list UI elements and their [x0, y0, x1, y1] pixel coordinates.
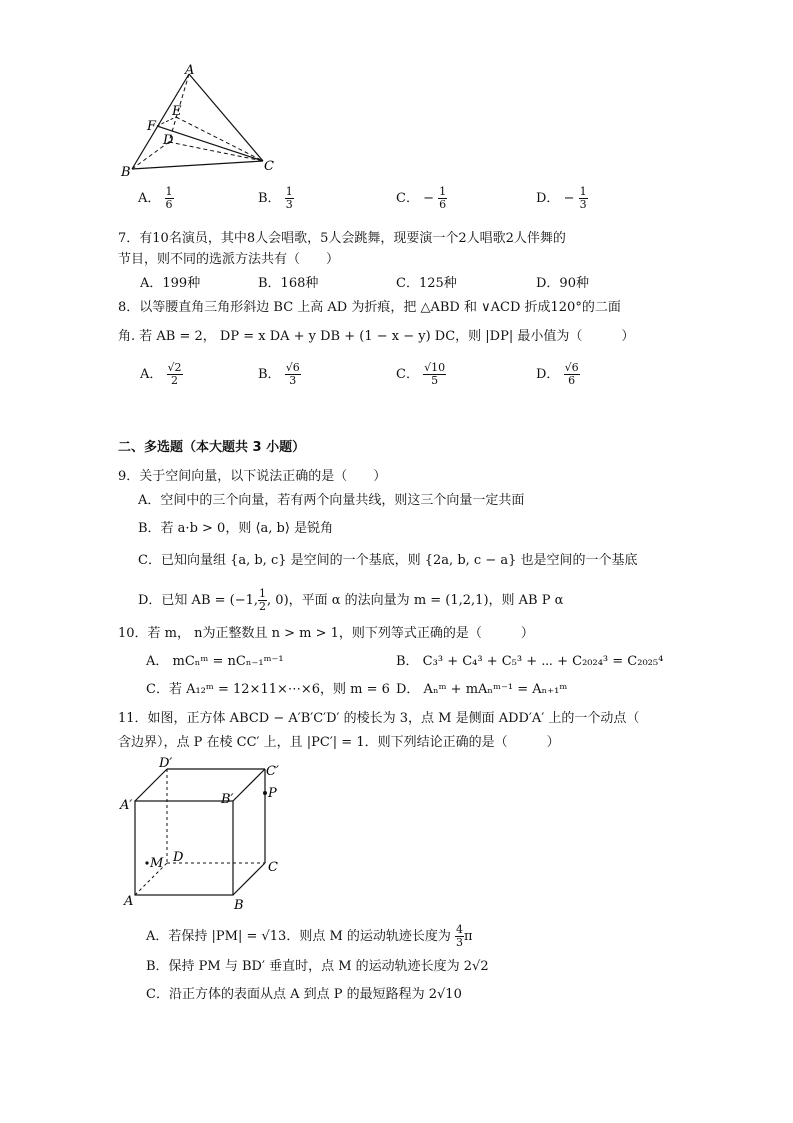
option-letter: A．: [140, 367, 163, 382]
fraction: [564, 362, 580, 387]
label-c-prime: C′: [266, 764, 279, 779]
q7-line-2: 节目，则不同的选派方法共有（ ）: [118, 252, 340, 267]
vector-left-paren: (−1,: [229, 593, 259, 608]
label-c: C: [264, 159, 274, 174]
label-c: C: [268, 860, 278, 875]
numerator: 1: [165, 185, 173, 198]
q11-option-b: B．保持 PM 与 BD′ 垂直时，点 M 的运动轨迹长度为 2√2: [146, 959, 489, 974]
q9-stem: 9．关于空间向量，以下说法正确的是（ ）: [118, 469, 387, 484]
q8-option-c: [396, 362, 446, 387]
label-f: F: [147, 119, 157, 134]
label-d: D: [173, 850, 184, 865]
denominator: 2: [259, 600, 267, 613]
q10-stem: 10．若 m， n为正整数且 n > m > 1，则下列等式正确的是（ ）: [118, 626, 534, 641]
option-letter: B．: [258, 191, 281, 206]
edge-a1d1: [135, 769, 167, 801]
option-a-suffix: π: [464, 929, 473, 944]
denominator: 6: [165, 198, 173, 211]
fraction: [455, 924, 464, 949]
numerator: 1: [439, 185, 447, 198]
label-d: D: [163, 133, 174, 148]
label-a: A: [185, 63, 195, 78]
fraction: [423, 362, 446, 387]
option-letter: C．: [396, 367, 419, 382]
vector-right-paren: , 0): [267, 593, 289, 608]
label-e: E: [172, 104, 182, 119]
label-d-prime: D′: [159, 756, 173, 771]
q10-option-b: B． C₃³ + C₄³ + C₅³ + ⋯ + C₂₀₂₄³ = C₂₀₂₅⁴: [396, 654, 664, 669]
fraction: [165, 186, 174, 211]
point-m: [145, 861, 148, 864]
q7-option-b: B．168种: [258, 276, 319, 291]
numerator: 1: [285, 185, 293, 198]
option-letter: D．: [536, 191, 560, 206]
section-heading: 二、多选题（本大题共 3 小题）: [118, 440, 306, 455]
option-letter: A．: [138, 191, 161, 206]
fraction: [579, 186, 588, 211]
denominator: 3: [289, 374, 297, 387]
q7-line-1: 7．有10名演员，其中8人会唱歌，5人会跳舞，现要演一个2人唱歌2人伴舞的: [118, 231, 566, 246]
numerator: √6: [564, 361, 579, 374]
q11-option-c: C．沿正方体的表面从点 A 到点 P 的最短路程为 2√10: [146, 987, 462, 1002]
option-letter: C．: [396, 191, 419, 206]
q8-line-2: 角. 若 AB = 2， DP = x DA + y DB + (1 − x − y) DC，则 |DP| 最小值为（ ）: [118, 329, 635, 344]
label-a-prime: A′: [120, 798, 133, 813]
q10-option-c: C．若 A₁₂ᵐ = 12×11×⋯×6，则 m = 6: [146, 682, 390, 697]
fraction: [167, 362, 183, 387]
q11-line-1: 11．如图，正方体 ABCD − A′B′C′D′ 的棱长为 3，点 M 是侧面 ADD′A′ 上的一个动点（: [118, 711, 640, 726]
q8-option-a: [140, 362, 183, 387]
denominator: 3: [579, 198, 587, 211]
denominator: 3: [285, 198, 293, 211]
fraction: [285, 362, 301, 387]
edge-bc: [132, 161, 263, 169]
point-p: [263, 791, 267, 795]
label-b: B: [121, 165, 131, 180]
edge-ec: [176, 117, 263, 161]
numerator: √2: [167, 361, 182, 374]
q6-option-a: [138, 186, 174, 211]
numerator: 4: [456, 923, 464, 936]
edge-bc: [233, 863, 265, 895]
denominator: 6: [568, 374, 576, 387]
q9-option-b: B．若 a·b > 0，则 ⟨a, b⟩ 是锐角: [138, 521, 334, 536]
q7-option-c: C．125种: [396, 276, 457, 291]
label-p: P: [268, 786, 277, 801]
q8-line-1: 8．以等腰直角三角形斜边 BC 上高 AD 为折痕，把 △ABD 和 ∨ACD 折成120°的二面: [118, 300, 621, 315]
option-a-prefix: A．若保持 |PM| = √13．则点 M 的运动轨迹长度为: [146, 929, 451, 944]
edge-ab: [132, 74, 189, 169]
q6-option-c: [396, 186, 447, 211]
denominator: 3: [456, 936, 464, 949]
fraction: [285, 186, 294, 211]
q9-option-d: [138, 588, 563, 613]
denominator: 5: [431, 374, 439, 387]
option-d-suffix: ，平面 α 的法向量为 m = (1,2,1)，则 AB P α: [288, 593, 564, 608]
option-letter: D．: [536, 367, 560, 382]
edge-b1c1: [233, 769, 265, 801]
q8-option-d: [536, 362, 580, 387]
q8-option-b: [258, 362, 301, 387]
option-letter: B．: [258, 367, 281, 382]
numerator: 1: [579, 185, 587, 198]
q9-option-c: C．已知向量组 {a, b, c} 是空间的一个基底，则 {2a, b, c − a} 也是空间的一个基底: [138, 553, 638, 568]
q10-option-d: D． Aₙᵐ + mAₙᵐ⁻¹ = Aₙ₊₁ᵐ: [396, 682, 568, 697]
label-m: M: [150, 856, 164, 871]
cube-figure: [115, 755, 290, 915]
option-d-prefix: D．已知 AB =: [138, 593, 230, 608]
denominator: 6: [439, 198, 447, 211]
minus-sign: −: [423, 191, 434, 206]
label-b-prime: B′: [221, 792, 234, 807]
q7-option-a: A．199种: [140, 276, 201, 291]
numerator: √10: [424, 361, 446, 374]
q9-option-a: A．空间中的三个向量，若有两个向量共线，则这三个向量一定共面: [138, 493, 525, 508]
q10-option-a: A． mCₙᵐ = nCₙ₋₁ᵐ⁻¹: [146, 654, 284, 669]
q6-option-d: [536, 186, 588, 211]
q7-option-d: D．90种: [536, 276, 589, 291]
numerator: √6: [285, 361, 300, 374]
denominator: 2: [171, 374, 179, 387]
q6-option-b: [258, 186, 294, 211]
tetrahedron-figure: [115, 62, 290, 182]
numerator: 1: [259, 587, 267, 600]
q11-option-a: [146, 924, 473, 949]
fraction: [258, 588, 267, 613]
fraction: [438, 186, 447, 211]
label-b: B: [234, 898, 244, 913]
minus-sign: −: [563, 191, 575, 206]
label-a: A: [124, 894, 134, 909]
q11-line-2: 含边界），点 P 在棱 CC′ 上，且 |PC′| = 1．则下列结论正确的是（ ）: [118, 735, 560, 750]
